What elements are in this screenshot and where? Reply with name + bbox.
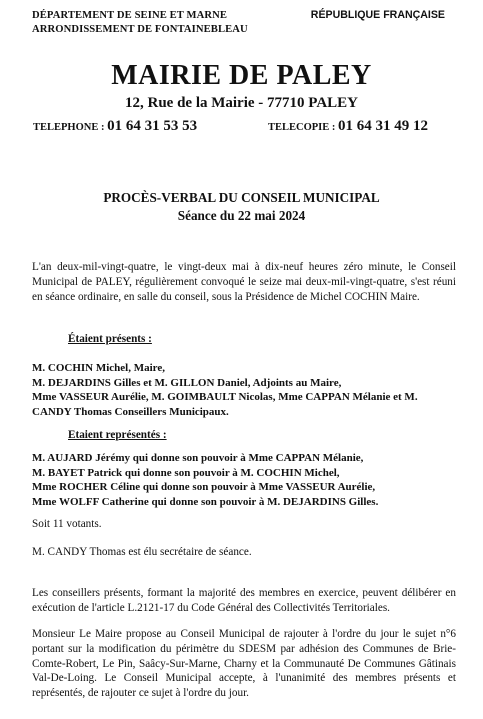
intro-paragraph: L'an deux-mil-vingt-quatre, le vingt-deux mai à dix-neuf heures zéro minute, le Conseil Municipal de PALEY, régulièrement convoqué le seize mai deux-mil-vingt-quatre, s'est réuni en séance ordinaire, en salle du conseil, sous la Présidence de Michel COCHIN Maire.: [32, 261, 456, 303]
list-item: CANDY Thomas Conseillers Municipaux.: [32, 405, 229, 418]
presents-list: [32, 361, 462, 419]
arrondissement-line: ARRONDISSEMENT DE FONTAINEBLEAU: [32, 23, 248, 35]
list-item: Mme VASSEUR Aurélie, M. GOIMBAULT Nicolas, Mme CAPPAN Mélanie et M.: [32, 391, 418, 404]
document-title: [0, 189, 483, 224]
department-line: DÉPARTEMENT DE SEINE ET MARNE: [32, 10, 228, 21]
session-date: Séance du 22 mai 2024: [177, 207, 306, 223]
telecopie: [268, 118, 428, 135]
secretary-line: M. CANDY Thomas est élu secrétaire de séance.: [32, 546, 252, 558]
votants-count: Soit 11 votants.: [32, 518, 102, 530]
presents-heading: Étaient présents :: [68, 333, 152, 345]
list-item: Mme WOLFF Catherine qui donne son pouvoir à M. DEJARDINS Gilles.: [32, 495, 379, 508]
telecopie-label: TELECOPIE :: [268, 122, 339, 133]
list-item: M. DEJARDINS Gilles et M. GILLON Daniel, Adjoints au Maire,: [32, 376, 342, 389]
list-item: Mme ROCHER Céline qui donne son pouvoir à Mme VASSEUR Aurélie,: [32, 481, 376, 494]
mairie-address: 12, Rue de la Mairie - 77710 PALEY: [124, 95, 359, 111]
department-header: [32, 9, 248, 36]
telecopie-number: 01 64 31 49 12: [338, 118, 429, 134]
title-line: PROCÈS-VERBAL DU CONSEIL MUNICIPAL: [103, 190, 380, 205]
telephone-label: TELEPHONE :: [33, 122, 108, 133]
list-item: M. AUJARD Jérémy qui donne son pouvoir à Mme CAPPAN Mélanie,: [32, 452, 364, 464]
mairie-title: MAIRIE DE PALEY: [111, 60, 372, 91]
represented-heading: Etaient représentés :: [68, 429, 167, 441]
list-item: M. BAYET Patrick qui donne son pouvoir à M. COCHIN Michel,: [32, 466, 340, 479]
list-item: M. COCHIN Michel, Maire,: [32, 362, 165, 374]
proposal-paragraph: Monsieur Le Maire propose au Conseil Municipal de rajouter à l'ordre du jour le sujet n°6 portant sur la modification du périmètre du SDESM par adhésion des Communes de Brie-Comte-Robert, Le Pin, Saâcy-Sur-Marne, Charny et la Communauté De Communes Gâtinais Val-De-Loing. Le Conseil Municipal accepte, à l'unanimité des membres présents et représentés, de rajouter ce sujet à l'ordre du jour.: [32, 628, 456, 700]
represented-list: [32, 451, 462, 509]
telephone-number: 01 64 31 53 53: [107, 118, 198, 134]
quorum-paragraph: Les conseillers présents, formant la majorité des membres en exercice, peuvent délibérer en exécution de l'article L.2121-17 du Code Général des Collectivités Territoriales.: [32, 587, 456, 614]
republique-header: RÉPUBLIQUE FRANÇAISE: [310, 9, 445, 21]
telephone: [33, 118, 197, 135]
